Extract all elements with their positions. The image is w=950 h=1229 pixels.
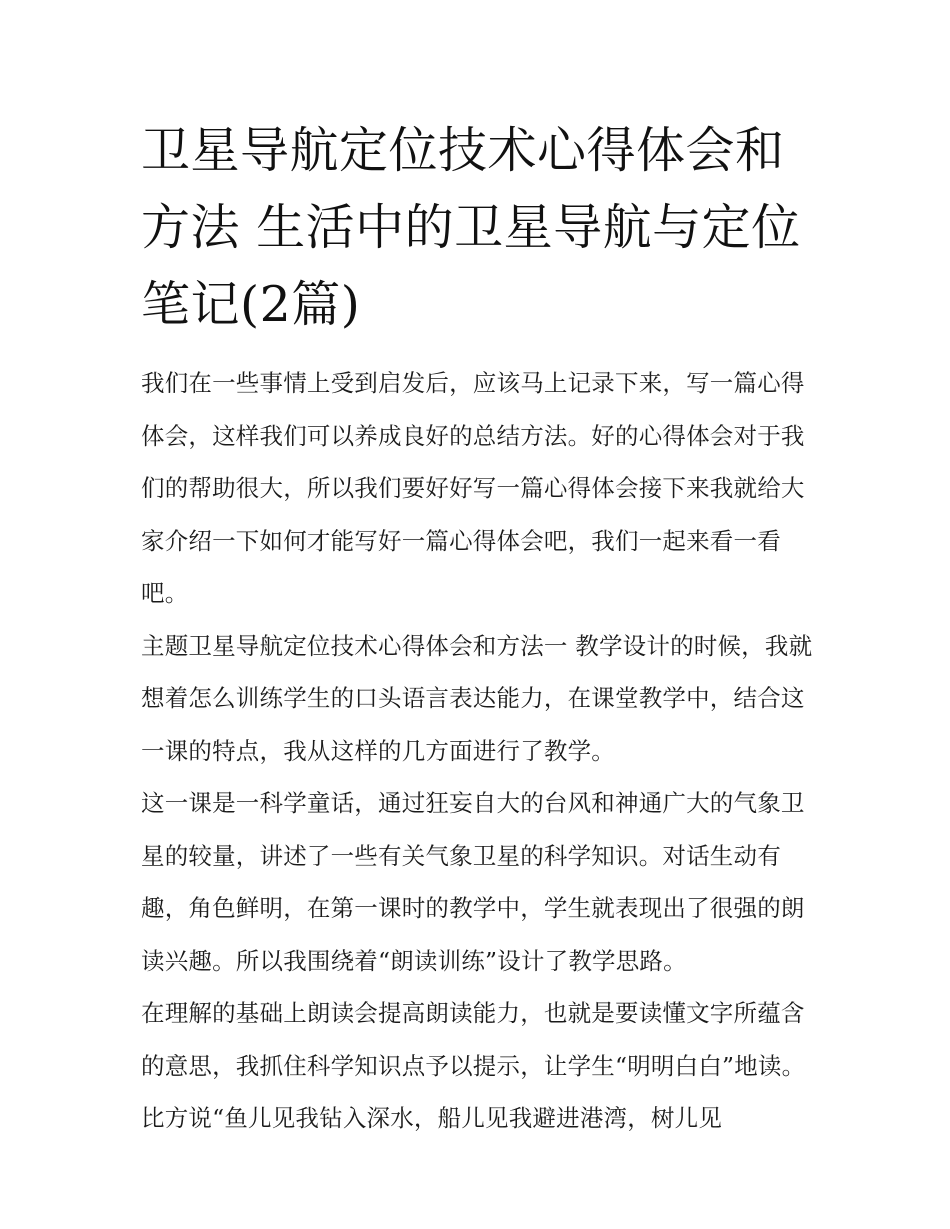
paragraph-reading: 在理解的基础上朗读会提高朗读能力，也就是要读懂文字所蕴含的意思，我抓住科学知识点予以提示，让学生“明明白白”地读。比方说“鱼儿见我钻入深水，船儿见我避进港湾，树儿见 [141,999,806,1132]
paragraph-intro: 我们在一些事情上受到启发后，应该马上记录下来，写一篇心得体会，这样我们可以养成良好的总结方法。好的心得体会对于我们的帮助很大，所以我们要好好写一篇心得体会接下来我就给大家介绍一下如何才能写好一篇心得体会吧，我们一起来看一看吧。 [141,369,805,607]
document-title: 卫星导航定位技术心得体会和方法 生活中的卫星导航与定位笔记(2篇) [141,122,801,333]
paragraph-lesson: 这一课是一科学童话，通过狂妄自大的台风和神通广大的气象卫星的较量，讲述了一些有关气象卫星的科学知识。对话生动有趣，角色鲜明，在第一课时的教学中，学生就表现出了很强的朗读兴趣。所以我围绕着“朗读训练”设计了教学思路。 [141,789,805,975]
paragraph-topic: 主题卫星导航定位技术心得体会和方法一 教学设计的时候，我就想着怎么训练学生的口头语言表达能力，在课堂教学中，结合这一课的特点，我从这样的几方面进行了教学。 [141,631,813,765]
document-body [141,357,813,1145]
document-content [141,112,813,1145]
